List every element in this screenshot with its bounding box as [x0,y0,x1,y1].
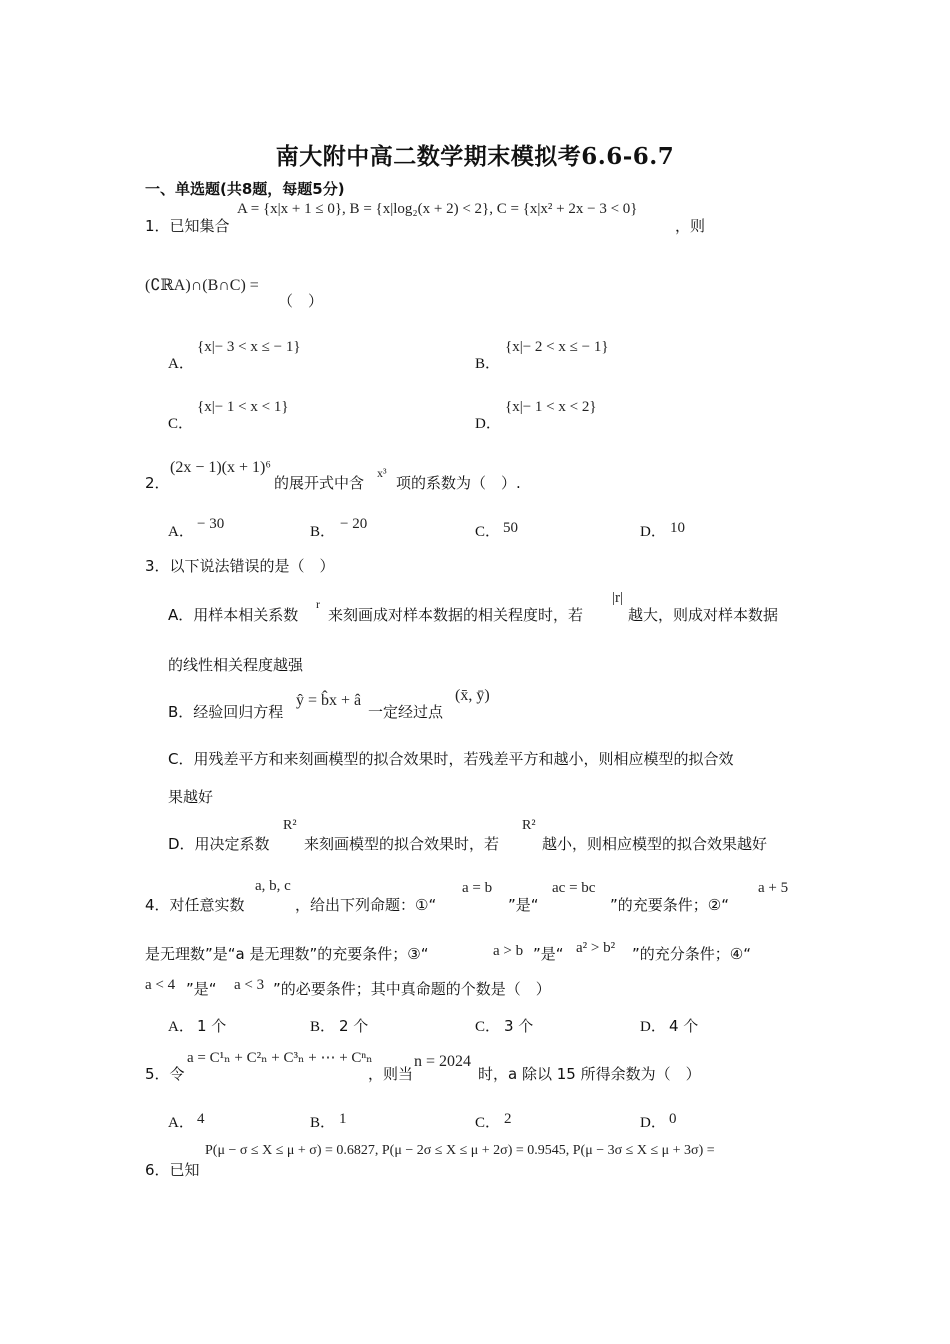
q3-option-b-part1: B．经验回归方程 [168,703,284,721]
q4-line3-b: ”的必要条件；其中真命题的个数是（ ） [273,980,551,998]
q1-number: 1．已知集合 [145,217,230,235]
q5-expression: a = C¹ₙ + C²ₙ + C³ₙ + ⋯ + Cⁿₙ [187,1050,373,1066]
q1-option-a-label: A． [168,356,194,372]
q1-option-a: {x|− 3 < x ≤ − 1} [197,339,301,355]
q4-prop4-a: a < 4 [145,977,176,993]
q2-text-b: 项的系数为（ ）. [396,474,521,492]
q4-prop3-a: a > b [493,943,524,959]
page-title: 南大附中高二数学期末模拟考6.6-6.7 [275,143,675,170]
q2-term: x³ [377,466,387,480]
q5-stem-start: 5．令 [145,1065,185,1083]
q1-option-c-label: C． [168,416,194,432]
q4-prop2-a: a + 5 [758,880,789,896]
section-heading: 一、单选题(共8题，每题5分) [145,180,345,198]
q5-option-c: 2 [504,1111,512,1127]
q4-text-2: ”是“ [508,896,539,914]
q3-option-d-r2: R² [283,818,297,833]
q2-text-a: 的展开式中含 [274,474,365,492]
q3-option-a-line2: 的线性相关程度越强 [168,656,304,674]
q4-prop3-b: a² > b² [576,940,616,956]
q1-expression: (∁ℝA)∩(B∩C) = [145,277,259,294]
q4-line2-b: ”是“ [533,945,564,963]
q1-option-d: {x|− 1 < x < 2} [505,399,597,415]
q1-option-c: {x|− 1 < x < 1} [197,399,289,415]
q5-option-b: 1 [339,1111,347,1127]
q5-condition: n = 2024 [414,1053,472,1070]
q3-option-d-part3: 越小，则相应模型的拟合效果越好 [542,835,768,853]
q4-option-b: 2 个 [339,1017,369,1035]
q3-option-d-r2-second: R² [522,818,536,833]
q3-option-a-part2: 来刻画成对样本数据的相关程度时，若 [328,606,584,624]
q3-option-c-line2: 果越好 [168,788,214,806]
q4-option-c: 3 个 [504,1017,534,1035]
q3-option-a-r: r [316,597,320,611]
q4-option-d: 4 个 [669,1017,699,1035]
q5-option-c-label: C． [475,1115,501,1131]
q5-text-end: 时，a 除以 15 所得余数为（ ） [478,1065,701,1083]
q2-expression: (2x − 1)(x + 1)⁶ [170,459,271,476]
q4-prop1-b: ac = bc [552,880,596,896]
q5-option-a-label: A． [168,1115,194,1131]
q3-option-d-part2: 来刻画模型的拟合效果时，若 [304,835,500,853]
q4-option-d-label: D． [640,1019,666,1035]
q2-option-a: − 30 [197,516,225,532]
q3-option-a-abs-r: |r| [612,590,624,606]
q5-option-d: 0 [669,1111,677,1127]
q2-option-b-label: B． [310,524,336,540]
q3-option-a-part1: A．用样本相关系数 [168,606,299,624]
q2-option-b: − 20 [340,516,368,532]
q1-suffix: ，则 [675,217,706,235]
q4-prop4-b: a < 3 [234,977,265,993]
q3-option-b-equation: ŷ = b̂x + â [296,692,362,709]
q4-option-a-label: A． [168,1019,194,1035]
q1-option-d-label: D． [475,416,501,432]
q3-stem: 3．以下说法错误的是（ ） [145,557,335,575]
q4-text-1: ，给出下列命题：①“ [295,896,437,914]
q4-option-b-label: B． [310,1019,336,1035]
q6-stem-start: 6．已知 [145,1161,200,1179]
q2-option-c-label: C． [475,524,501,540]
q1-option-b: {x|− 2 < x ≤ − 1} [505,339,609,355]
q3-option-d-part1: D．用决定系数 [168,835,270,853]
q2-number: 2． [145,474,170,492]
q3-option-b-point: (x̄, ȳ) [455,687,490,704]
q2-option-d-label: D． [640,524,666,540]
q4-line2-c: ”的充分条件；④“ [632,945,751,963]
q6-expression: P(μ − σ ≤ X ≤ μ + σ) = 0.6827, P(μ − 2σ ≤ X ≤ μ + 2σ) = 0.9545, P(μ − 3σ ≤ X ≤ μ + 3σ) = [205,1143,715,1158]
q4-line2: 是无理数”是“a 是无理数”的充要条件；③“ [145,945,429,963]
q1-sets-formula: A = {x|x + 1 ≤ 0}, B = {x|log₂(x + 2) < 2}, C = {x|x² + 2x − 3 < 0} [237,201,638,217]
q4-option-a: 1 个 [197,1017,227,1035]
q5-option-b-label: B． [310,1115,336,1131]
q4-text-3: ”的充要条件；②“ [610,896,729,914]
q4-option-c-label: C． [475,1019,501,1035]
q5-option-d-label: D． [640,1115,666,1131]
q3-option-a-part3: 越大，则成对样本数据 [628,606,779,624]
q2-option-d: 10 [670,520,685,536]
q4-variables: a, b, c [255,878,291,894]
q2-option-c: 50 [503,520,518,536]
q5-option-a: 4 [197,1111,205,1127]
q5-text-mid: ，则当 [368,1065,414,1083]
q2-option-a-label: A． [168,524,194,540]
q3-option-b-part2: 一定经过点 [368,703,444,721]
q1-option-b-label: B． [475,356,501,372]
q3-option-c-line1: C．用残差平方和来刻画模型的拟合效果时，若残差平方和越小，则相应模型的拟合效 [168,750,734,768]
q4-stem-start: 4．对任意实数 [145,896,245,914]
q4-prop1-a: a = b [462,880,493,896]
q1-blank: （ ） [278,292,324,310]
q4-line3-a: ”是“ [186,980,217,998]
